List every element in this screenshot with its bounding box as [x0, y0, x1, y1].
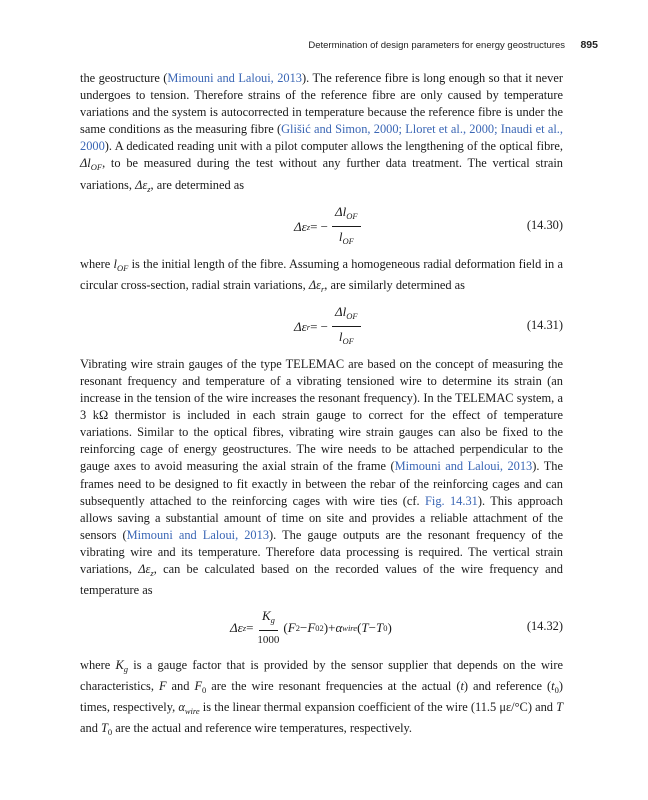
paragraph-gauge-factor: where $K_g$ is a gauge factor that is provided by the sensor supplier that depends on the wire characteristics, F and $F_0$ are the wire resonant frequencies at the actual (t) and reference $(t_0)$ times, respectively, $\alpha_{wire}$ is the linear thermal expansion coefficient of the wire (11.5 με/°C) and T and $T_0$ are the actual and reference wire temperatures, respectively.	[80, 658, 563, 738]
fraction: $\frac{\Delta l_{OF}}{l_{OF}}$	[332, 304, 361, 349]
equation-14-31: Δε r = − $\frac{\Delta l_{OF}}{l_{OF}}$ (14.31)	[80, 304, 563, 350]
figure-link[interactable]: Fig. 14.31	[424, 493, 478, 508]
running-title: Determination of design parameters for energy geostructures	[308, 40, 565, 51]
running-header	[0, 37, 648, 57]
equation-number: (14.30)	[526, 217, 563, 232]
page-number: 895	[580, 39, 598, 51]
citation-link[interactable]: Glišić and Simon, 2000; Lloret et al., 2000; Inaudi et al., 2000	[80, 122, 563, 154]
citation-link[interactable]: Mimouni and Laloui, 2013	[126, 527, 270, 542]
page-body	[80, 70, 563, 742]
paragraph-radial-strain: where $l_{OF}$ is the initial length of the fibre. Assuming a homogeneous radial deformation field in a circular cross-section, radial strain variations, $\Delta\varepsilon_r$, are similarly determined as	[80, 256, 563, 294]
fraction: $\frac{K_g}{1000}$	[257, 608, 280, 647]
citation-link[interactable]: Mimouni and Laloui, 2013	[394, 459, 533, 474]
equation-number: (14.32)	[526, 619, 563, 634]
equation-14-30: Δε z = − $\frac{\Delta l_{OF}}{l_{OF}}$ (14.30)	[80, 204, 563, 250]
equation-14-32: Δε z = $\frac{K_g}{1000}$ ( F 2 − F 0 2 ) + α wire ( T − T 0 ) (14.32)	[230, 608, 563, 647]
paragraph-optical-fibre: the geostructure (Mimouni and Laloui, 2013). The reference fibre is long enough so that it never undergoes to tension. Therefore strains of the reference fibre are only caused by temperature variations and the system is autocorrected in temperature because the reference fibre is under the same conditions as the measuring fibre (Glišić and Simon, 2000; Lloret et al., 2000; Inaudi et al., 2000). A dedicated reading unit with a pilot computer allows the lengthening of the optical fibre, $\Delta l_{OF}$, to be measured during the test without any further data treatment. The vertical strain variations, $\Delta\varepsilon_z$, are determined as	[80, 71, 563, 194]
fraction: $\frac{\Delta l_{OF}}{l_{OF}}$	[332, 204, 361, 249]
citation-link[interactable]: Mimouni and Laloui, 2013	[167, 71, 302, 85]
paragraph-vibrating-wire: Vibrating wire strain gauges of the type TELEMAC are based on the concept of measuring the resonant frequency and temperature of a vibrating tensioned wire to determine its strain (an increase in the tension of the wire increases the resonant frequency). In the TELEMAC system, a 3 kΩ thermistor is included in each strain gauge to correct for the effect of temperature variations. Similar to the optical fibres, vibrating wire strain gauges can also be fixed to the reinforcing cage of energy geostructures. The wire needs to be attached perpendicular to the gauge axes to avoid measuring the axial strain of the frame (Mimouni and Laloui, 2013). The frames need to be designed to fit exactly in between the rebar of the reinforcing cages and can subsequently attached to the reinforcing cages with wire ties (cf. Fig. 14.31). This approach allows saving a substantial amount of time on site and provides a reliable attachment of the sensors (Mimouni and Laloui, 2013). The gauge outputs are the resonant frequency of the vibrating wire and its temperature. Therefore data processing is required. The vertical strain variations, $\Delta\varepsilon_z$, can be calculated based on the recorded values of the wire frequency and temperature as	[80, 356, 564, 598]
equation-number: (14.31)	[526, 317, 563, 332]
